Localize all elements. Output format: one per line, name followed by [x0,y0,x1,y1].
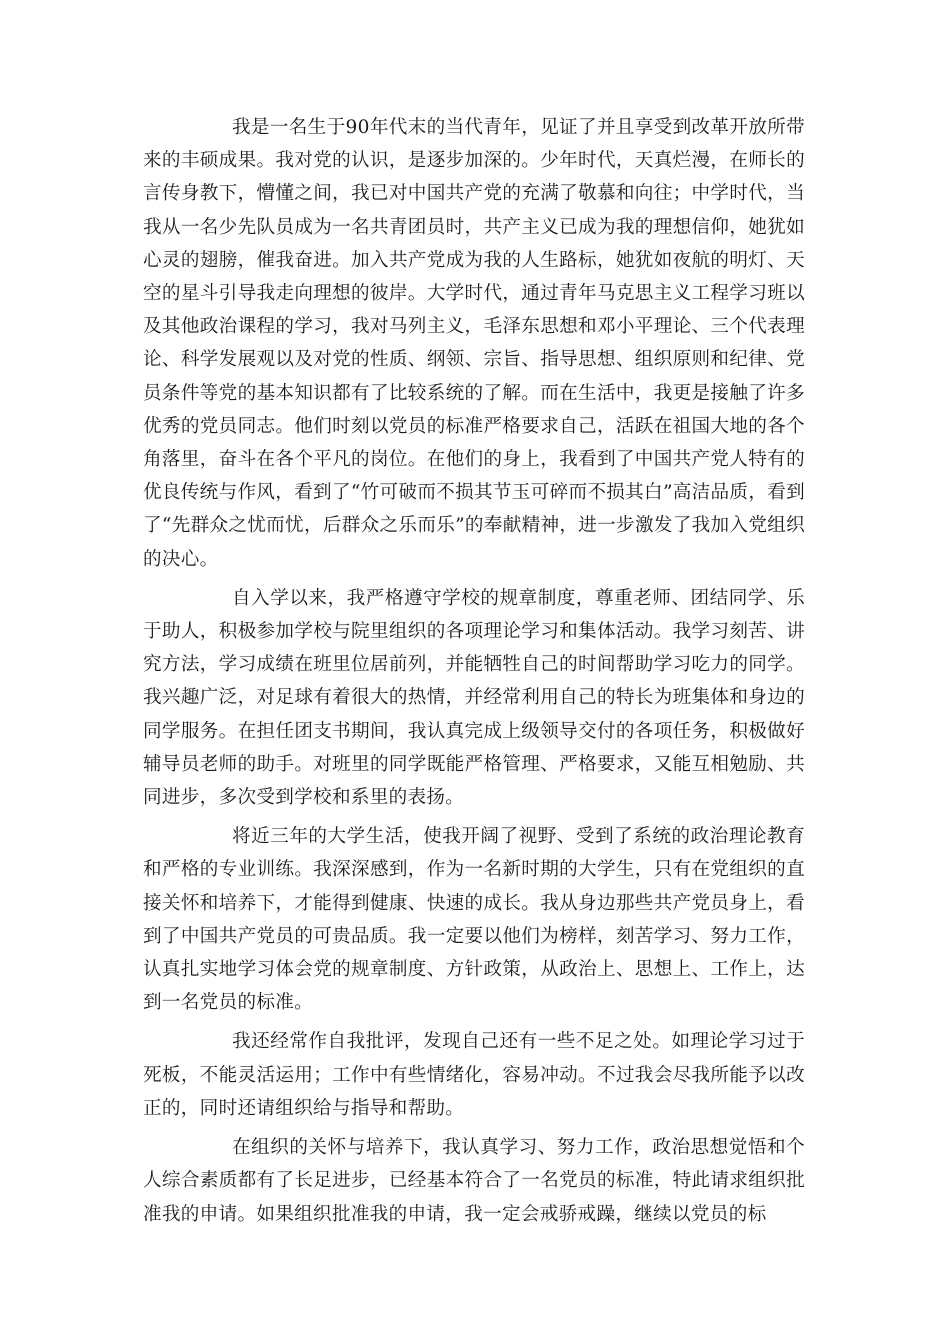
paragraph-1: 我是一名生于90年代末的当代青年，见证了并且享受到改革开放所带来的丰硕成果。我对党的认识，是逐步加深的。少年时代，天真烂漫，在师长的言传身教下，懵懂之间，我已对中国共产党的充满了敬慕和向往；中学时代，当我从一名少先队员成为一名共青团员时，共产主义已成为我的理想信仰，她犹如心灵的翅膀，催我奋进。加入共产党成为我的人生路标，她犹如夜航的明灯、天空的星斗引导我走向理想的彼岸。大学时代，通过青年马克思主义工程学习班以及其他政治课程的学习，我对马列主义，毛泽东思想和邓小平理论、三个代表理论、科学发展观以及对党的性质、纲领、宗旨、指导思想、组织原则和纪律、党员条件等党的基本知识都有了比较系统的了解。而在生活中，我更是接触了许多优秀的党员同志。他们时刻以党员的标准严格要求自己，活跃在祖国大地的各个角落里，奋斗在各个平凡的岗位。在他们的身上，我看到了中国共产党人特有的优良传统与作风，看到了“竹可破而不损其节玉可碎而不损其白”高洁品质，看到了“先群众之忧而忧，后群众之乐而乐”的奉献精神，进一步激发了我加入党组织的决心。 [143,117,805,570]
paragraph-4: 我还经常作自我批评，发现自己还有一些不足之处。如理论学习过于死板，不能灵活运用；工作中有些情绪化，容易冲动。不过我会尽我所能予以改正的，同时还请组织给与指导和帮助。 [143,1031,805,1119]
paragraph-2: 自入学以来，我严格遵守学校的规章制度，尊重老师、团结同学、乐于助人，积极参加学校与院里组织的各项理论学习和集体活动。我学习刻苦、讲究方法，学习成绩在班里位居前列，并能牺牲自己的时间帮助学习吃力的同学。我兴趣广泛，对足球有着很大的热情，并经常利用自己的特长为班集体和身边的同学服务。在担任团支书期间，我认真完成上级领导交付的各项任务，积极做好辅导员老师的助手。对班里的同学既能严格管理、严格要求，又能互相勉励、共同进步，多次受到学校和系里的表扬。 [143,587,805,809]
paragraph-3: 将近三年的大学生活，使我开阔了视野、受到了系统的政治理论教育和严格的专业训练。我深深感到，作为一名新时期的大学生，只有在党组织的直接关怀和培养下，才能得到健康、快速的成长。我从身边那些共产党员身上，看到了中国共产党员的可贵品质。我一定要以他们为榜样，刻苦学习、努力工作，认真扎实地学习体会党的规章制度、方针政策，从政治上、思想上、工作上，达到一名党员的标准。 [143,826,805,1014]
document-body [143,111,805,1237]
paragraph-5: 在组织的关怀与培养下，我认真学习、努力工作，政治思想觉悟和个人综合素质都有了长足进步，已经基本符合了一名党员的标准，特此请求组织批准我的申请。如果组织批准我的申请，我一定会戒骄戒躁，继续以党员的标 [143,1137,805,1225]
